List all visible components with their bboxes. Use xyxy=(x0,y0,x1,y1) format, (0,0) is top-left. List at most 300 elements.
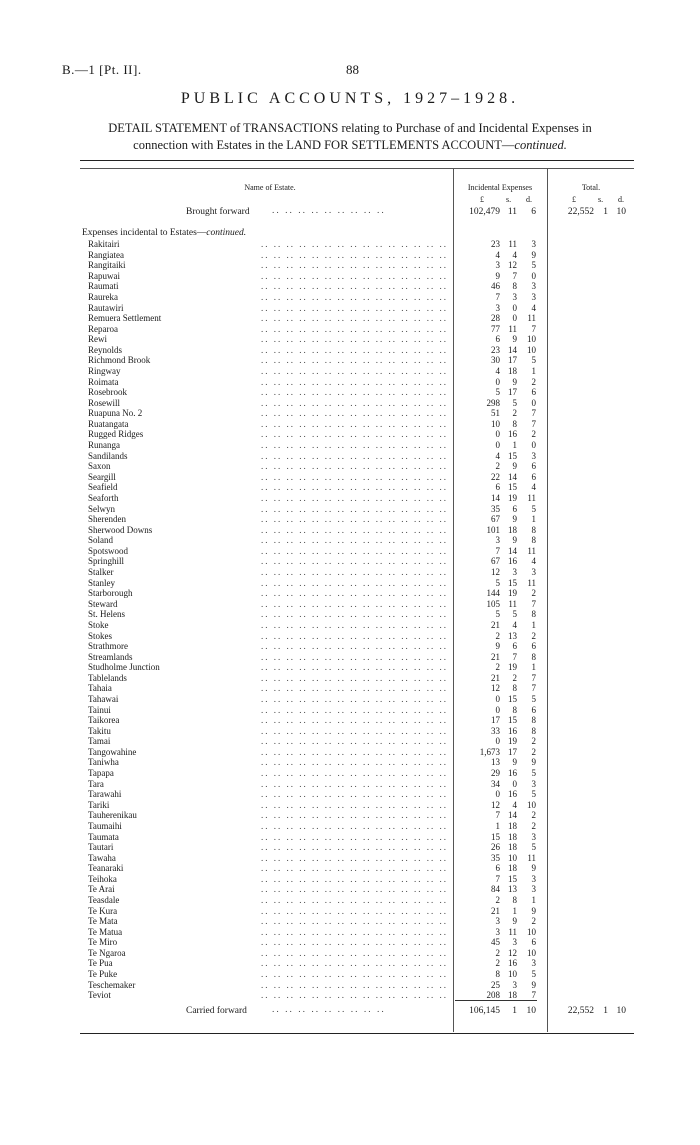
dot-leader xyxy=(200,937,448,948)
dot-leader xyxy=(200,556,448,567)
pounds-cell: 15 xyxy=(491,831,500,842)
estate-name: Seafield xyxy=(88,482,118,493)
table-row xyxy=(0,535,700,546)
dot-leader xyxy=(200,535,448,546)
pence-cell: 10 xyxy=(527,947,536,958)
pounds-cell: 8 xyxy=(495,969,500,979)
dot-leader xyxy=(200,757,448,768)
estate-name: Ringway xyxy=(88,366,121,376)
table-row xyxy=(0,556,700,567)
pence-cell: 3 xyxy=(531,291,536,302)
table-row xyxy=(0,747,700,758)
dot-leader xyxy=(200,472,448,483)
pounds-cell: 28 xyxy=(491,313,500,324)
pounds-cell: 45 xyxy=(491,937,500,948)
shillings-cell: 18 xyxy=(508,863,517,874)
dot-leader xyxy=(200,821,448,832)
unit-pounds: £ xyxy=(480,195,484,204)
table-row xyxy=(0,609,700,620)
pence-cell: 2 xyxy=(531,746,536,757)
estate-name: Stokes xyxy=(88,630,113,641)
table-row xyxy=(0,927,700,938)
dot-leader xyxy=(200,683,448,694)
shillings-cell: 15 xyxy=(508,715,517,726)
pence-cell: 11 xyxy=(527,577,536,588)
table-row xyxy=(0,673,700,684)
pounds-cell: 7 xyxy=(495,873,500,884)
unit-shillings: s. xyxy=(506,195,512,204)
table-row xyxy=(0,916,700,927)
estate-name: Tariki xyxy=(88,799,110,810)
estate-name: Steward xyxy=(88,598,118,609)
estate-name: Selwyn xyxy=(88,503,115,514)
dot-leader xyxy=(200,620,448,631)
statement-subtitle-line1: DETAIL STATEMENT of TRANSACTIONS relating to Purchase of and Incidental Expenses in xyxy=(108,121,592,135)
table-row xyxy=(0,810,700,821)
dot-leader xyxy=(200,451,448,462)
pence-cell: 2 xyxy=(531,429,536,440)
estate-name: Springhill xyxy=(88,556,125,567)
pence-cell: 10 xyxy=(527,926,536,937)
dot-leader xyxy=(200,832,448,843)
dot-leader xyxy=(200,482,448,493)
estate-name: Starborough xyxy=(88,588,133,599)
pence-cell: 1 xyxy=(531,366,536,376)
pence-cell: 5 xyxy=(531,355,536,366)
pence-cell: 1 xyxy=(531,662,536,673)
pence-cell: 5 xyxy=(531,260,536,271)
dot-leader xyxy=(200,874,448,885)
carried-forward-total-shillings: 1 xyxy=(603,1006,608,1016)
shillings-cell: 4 xyxy=(512,619,517,630)
column-header-total: Total. xyxy=(581,183,601,192)
dot-leader xyxy=(200,408,448,419)
dot-leader xyxy=(200,281,448,292)
estate-name: Tahawai xyxy=(88,693,119,704)
pence-cell: 6 xyxy=(531,937,536,948)
shillings-cell: 12 xyxy=(508,947,517,958)
estate-name: Teihoka xyxy=(88,873,117,884)
dot-leader xyxy=(200,747,448,758)
pounds-cell: 2 xyxy=(495,630,500,641)
dot-leader xyxy=(200,631,448,642)
section-heading-continued: continued. xyxy=(206,228,247,238)
pounds-cell: 0 xyxy=(495,704,500,715)
dot-leader xyxy=(200,768,448,779)
table-row xyxy=(0,906,700,917)
shillings-cell: 8 xyxy=(512,418,517,429)
shillings-cell: 10 xyxy=(508,852,517,863)
table-row xyxy=(0,504,700,515)
dot-leader xyxy=(200,578,448,589)
pence-cell: 11 xyxy=(527,492,536,503)
pence-cell: 7 xyxy=(531,672,536,683)
pounds-cell: 35 xyxy=(491,852,500,863)
estate-name: Reynolds xyxy=(88,344,123,355)
pence-cell: 11 xyxy=(527,313,536,324)
shillings-cell: 4 xyxy=(512,249,517,260)
pence-cell: 3 xyxy=(531,281,536,292)
table-row xyxy=(0,324,700,335)
estate-name: Rewi xyxy=(88,334,107,345)
pounds-cell: 4 xyxy=(495,249,500,260)
pounds-cell: 7 xyxy=(495,545,500,556)
table-row xyxy=(0,779,700,790)
pounds-cell: 3 xyxy=(495,926,500,937)
pence-cell: 8 xyxy=(531,609,536,620)
dot-leader xyxy=(200,694,448,705)
dot-leader xyxy=(200,800,448,811)
pounds-cell: 0 xyxy=(495,789,500,800)
dot-leader xyxy=(200,673,448,684)
pence-cell: 3 xyxy=(531,831,536,842)
dot-leader xyxy=(200,916,448,927)
pounds-cell: 101 xyxy=(486,524,500,535)
dot-leader xyxy=(200,863,448,874)
table-row xyxy=(0,514,700,525)
shillings-cell: 11 xyxy=(508,323,517,334)
estate-name: Seaforth xyxy=(88,492,119,503)
pence-cell: 5 xyxy=(531,789,536,800)
estate-name: Te Matua xyxy=(88,926,123,937)
table-row xyxy=(0,884,700,895)
shillings-cell: 16 xyxy=(508,725,517,736)
estate-name: Tautari xyxy=(88,842,114,853)
estate-name: Taniwha xyxy=(88,757,119,768)
shillings-cell: 15 xyxy=(508,482,517,493)
dot-leader xyxy=(200,969,448,980)
pence-cell: 3 xyxy=(531,873,536,884)
table-row xyxy=(0,853,700,864)
estate-name: Teanaraki xyxy=(88,863,124,874)
pence-cell: 3 xyxy=(531,958,536,969)
subtitle-continued: continued. xyxy=(514,138,567,152)
pounds-cell: 21 xyxy=(491,651,500,662)
shillings-cell: 18 xyxy=(508,831,517,842)
table-row xyxy=(0,578,700,589)
pounds-cell: 2 xyxy=(495,947,500,958)
dot-leader xyxy=(200,440,448,451)
dot-leader xyxy=(200,260,448,271)
pence-cell: 5 xyxy=(531,842,536,853)
estate-name: Rugged Ridges xyxy=(88,429,144,440)
estate-name: Te Pua xyxy=(88,958,113,969)
pence-cell: 11 xyxy=(527,545,536,556)
table-row xyxy=(0,377,700,388)
table-row xyxy=(0,313,700,324)
table-row xyxy=(0,631,700,642)
table-row xyxy=(0,334,700,345)
pounds-cell: 10 xyxy=(491,418,500,429)
shillings-cell: 16 xyxy=(508,958,517,969)
dot-leader xyxy=(200,715,448,726)
pounds-cell: 35 xyxy=(491,503,500,514)
pounds-cell: 4 xyxy=(495,366,500,376)
report-reference: B.—1 [Pt. II]. xyxy=(62,62,142,77)
carried-forward-pounds: 106,145 xyxy=(469,1006,500,1016)
shillings-cell: 6 xyxy=(512,503,517,514)
estate-name: Ruatangata xyxy=(88,418,129,429)
estate-name: Rangiatea xyxy=(88,249,124,260)
table-row xyxy=(0,482,700,493)
pence-cell: 1 xyxy=(531,514,536,525)
table-row xyxy=(0,260,700,271)
pence-cell: 9 xyxy=(531,979,536,990)
pounds-cell: 144 xyxy=(486,588,500,599)
table-row xyxy=(0,408,700,419)
shillings-cell: 16 xyxy=(508,556,517,567)
table-row xyxy=(0,366,700,377)
estate-name: Teasdale xyxy=(88,895,120,905)
estate-name: Rakitairi xyxy=(88,239,120,249)
brought-forward-pence: 6 xyxy=(531,207,536,217)
carried-forward-total-pounds: 22,552 xyxy=(567,1006,594,1016)
shillings-cell: 13 xyxy=(508,630,517,641)
table-row xyxy=(0,451,700,462)
pounds-cell: 34 xyxy=(491,778,500,789)
pence-cell: 9 xyxy=(531,249,536,260)
shillings-cell: 15 xyxy=(508,873,517,884)
shillings-cell: 1 xyxy=(512,440,517,450)
table-row xyxy=(0,990,700,1001)
dot-leader xyxy=(200,355,448,366)
pence-cell: 9 xyxy=(531,757,536,768)
subtotal-rule xyxy=(455,1000,537,1001)
shillings-cell: 14 xyxy=(508,344,517,355)
estate-name: Te Arai xyxy=(88,884,115,895)
estate-name: Tapapa xyxy=(88,768,114,778)
estate-name: Te Kura xyxy=(88,905,118,916)
estate-name: Tarawahi xyxy=(88,789,122,800)
shillings-cell: 3 xyxy=(512,291,517,302)
dot-leader xyxy=(200,641,448,652)
shillings-cell: 11 xyxy=(508,598,517,609)
pounds-cell: 7 xyxy=(495,291,500,302)
pounds-cell: 3 xyxy=(495,302,500,313)
dot-leader xyxy=(200,324,448,335)
carried-forward-leader: .. .. .. .. .. .. .. .. .. xyxy=(272,1005,386,1015)
shillings-cell: 9 xyxy=(512,757,517,768)
table-row xyxy=(0,980,700,991)
shillings-cell: 16 xyxy=(508,768,517,778)
pence-cell: 3 xyxy=(531,884,536,895)
estate-name: Teviot xyxy=(88,990,111,1001)
estate-name: Tamai xyxy=(88,736,111,747)
estate-name: Tawaha xyxy=(88,852,116,863)
pounds-cell: 105 xyxy=(486,598,500,609)
shillings-cell: 9 xyxy=(512,461,517,472)
pounds-cell: 23 xyxy=(491,344,500,355)
table-row xyxy=(0,429,700,440)
pence-cell: 3 xyxy=(531,450,536,461)
shillings-cell: 13 xyxy=(508,884,517,895)
dot-leader xyxy=(200,652,448,663)
pounds-cell: 0 xyxy=(495,736,500,747)
shillings-cell: 0 xyxy=(512,313,517,324)
table-row xyxy=(0,863,700,874)
pounds-cell: 84 xyxy=(491,884,500,895)
estate-name: Rangitaiki xyxy=(88,260,126,271)
table-row xyxy=(0,726,700,737)
pence-cell: 5 xyxy=(531,768,536,778)
table-row xyxy=(0,832,700,843)
shillings-cell: 15 xyxy=(508,577,517,588)
shillings-cell: 15 xyxy=(508,693,517,704)
shillings-cell: 19 xyxy=(508,492,517,503)
shillings-cell: 18 xyxy=(508,820,517,831)
estate-name: Te Ngaroa xyxy=(88,947,126,958)
dot-leader xyxy=(200,980,448,991)
table-row xyxy=(0,525,700,536)
pence-cell: 9 xyxy=(531,905,536,916)
dot-leader xyxy=(200,853,448,864)
pounds-cell: 0 xyxy=(495,429,500,440)
dot-leader xyxy=(200,546,448,557)
table-row xyxy=(0,874,700,885)
table-row xyxy=(0,239,700,250)
shillings-cell: 2 xyxy=(512,408,517,419)
pence-cell: 5 xyxy=(531,969,536,979)
carried-forward-label: Carried forward xyxy=(186,1006,247,1016)
shillings-cell: 8 xyxy=(512,895,517,905)
dot-leader xyxy=(200,705,448,716)
pence-cell: 10 xyxy=(527,344,536,355)
table-row xyxy=(0,461,700,472)
pence-cell: 2 xyxy=(531,736,536,747)
pence-cell: 8 xyxy=(531,651,536,662)
estate-name: Sherwood Downs xyxy=(88,524,153,535)
table-row xyxy=(0,958,700,969)
dot-leader xyxy=(200,588,448,599)
shillings-cell: 14 xyxy=(508,810,517,821)
estate-name: Runanga xyxy=(88,440,120,450)
table-row xyxy=(0,281,700,292)
dot-leader xyxy=(200,810,448,821)
pence-cell: 0 xyxy=(531,397,536,408)
carried-forward-pence: 10 xyxy=(526,1006,536,1016)
table-row xyxy=(0,662,700,673)
pounds-cell: 2 xyxy=(495,958,500,969)
pounds-cell: 21 xyxy=(491,672,500,683)
table-row xyxy=(0,567,700,578)
estate-name: Rosewill xyxy=(88,397,121,408)
pounds-cell: 22 xyxy=(491,471,500,482)
estate-name: Stoke xyxy=(88,619,109,630)
table-row xyxy=(0,948,700,959)
pence-cell: 3 xyxy=(531,567,536,577)
table-row xyxy=(0,588,700,599)
estate-name: Soland xyxy=(88,535,114,546)
table-row xyxy=(0,789,700,800)
table-row xyxy=(0,387,700,398)
pence-cell: 5 xyxy=(531,503,536,514)
pence-cell: 6 xyxy=(531,641,536,651)
dot-leader xyxy=(200,958,448,969)
section-heading xyxy=(82,228,246,238)
pounds-cell: 14 xyxy=(491,492,500,503)
pence-cell: 7 xyxy=(531,683,536,694)
table-row xyxy=(0,493,700,504)
dot-leader xyxy=(200,461,448,472)
pounds-cell: 9 xyxy=(495,270,500,281)
estate-name: Taikorea xyxy=(88,715,120,726)
estate-name: Takitu xyxy=(88,725,111,736)
pence-cell: 2 xyxy=(531,376,536,387)
estate-name: Rosebrook xyxy=(88,387,127,398)
estate-name: Roimata xyxy=(88,376,119,387)
table-row xyxy=(0,715,700,726)
shillings-cell: 17 xyxy=(508,746,517,757)
pounds-cell: 298 xyxy=(486,397,500,408)
shillings-cell: 9 xyxy=(512,514,517,525)
estate-name: Rautawiri xyxy=(88,302,124,313)
pence-cell: 3 xyxy=(531,778,536,789)
pence-cell: 1 xyxy=(531,619,536,630)
dot-leader xyxy=(200,884,448,895)
shillings-cell: 10 xyxy=(508,969,517,979)
pounds-cell: 2 xyxy=(495,662,500,673)
pounds-cell: 6 xyxy=(495,334,500,345)
pence-cell: 11 xyxy=(527,852,536,863)
pounds-cell: 0 xyxy=(495,693,500,704)
table-row xyxy=(0,303,700,314)
dot-leader xyxy=(200,514,448,525)
shillings-cell: 9 xyxy=(512,535,517,546)
shillings-cell: 5 xyxy=(512,397,517,408)
pounds-cell: 7 xyxy=(495,810,500,821)
shillings-cell: 17 xyxy=(508,387,517,398)
table-row xyxy=(0,969,700,980)
dot-leader xyxy=(200,303,448,314)
brought-forward-total-pence: 10 xyxy=(616,207,626,217)
brought-forward-total-shillings: 1 xyxy=(603,207,608,217)
shillings-cell: 8 xyxy=(512,281,517,292)
pence-cell: 5 xyxy=(531,693,536,704)
shillings-cell: 3 xyxy=(512,937,517,948)
pence-cell: 7 xyxy=(531,323,536,334)
shillings-cell: 16 xyxy=(508,789,517,800)
dot-leader xyxy=(200,609,448,620)
estate-name: Stalker xyxy=(88,567,114,577)
pounds-cell: 67 xyxy=(491,556,500,567)
estate-name: Taumata xyxy=(88,831,119,842)
table-row xyxy=(0,440,700,451)
dot-leader xyxy=(200,250,448,261)
shillings-cell: 3 xyxy=(512,567,517,577)
pence-cell: 0 xyxy=(531,440,536,450)
shillings-cell: 9 xyxy=(512,334,517,345)
dot-leader xyxy=(200,906,448,917)
pounds-cell: 4 xyxy=(495,450,500,461)
estate-name: Strathmore xyxy=(88,641,128,651)
pence-cell: 8 xyxy=(531,715,536,726)
estate-name: Raureka xyxy=(88,291,118,302)
pounds-cell: 29 xyxy=(491,768,500,778)
pounds-cell: 21 xyxy=(491,905,500,916)
pounds-cell: 208 xyxy=(486,990,500,1001)
pence-cell: 7 xyxy=(531,598,536,609)
pence-cell: 9 xyxy=(531,863,536,874)
estate-name: Te Miro xyxy=(88,937,118,948)
pence-cell: 2 xyxy=(531,810,536,821)
table-row xyxy=(0,652,700,663)
dot-leader xyxy=(200,345,448,356)
estate-name: Raumati xyxy=(88,281,119,292)
table-row xyxy=(0,842,700,853)
dot-leader xyxy=(200,493,448,504)
estate-name: Remuera Settlement xyxy=(88,313,162,324)
table-header-rule xyxy=(80,168,634,169)
